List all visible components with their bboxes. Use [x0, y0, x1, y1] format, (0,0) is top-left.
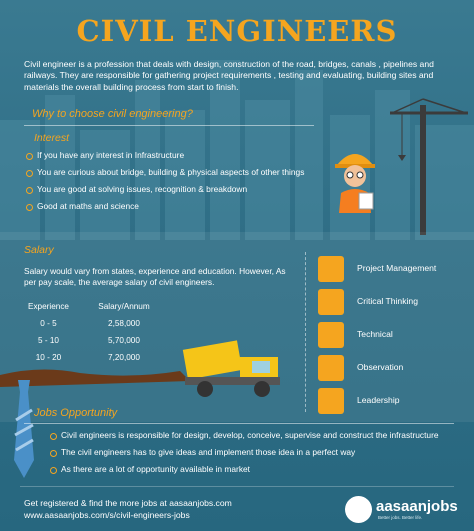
footer-link[interactable]: www.aasaanjobs.com/s/civil-engineers-jobs [24, 510, 190, 520]
crane-illustration [380, 95, 470, 235]
jobs-heading: Jobs Opportunity [34, 407, 118, 419]
footer [24, 497, 232, 521]
logo-mark-icon [345, 496, 372, 523]
list-item: If you have any interest in Infrastructure [26, 147, 304, 164]
people-icon [318, 388, 344, 414]
table-row [28, 315, 179, 332]
jobs-list [50, 427, 439, 478]
list-item: As there are a lot of opportunity available in market [50, 461, 439, 478]
salary-cell: 5,70,000 [108, 336, 140, 345]
salary-heading: Salary [24, 244, 54, 256]
skill-project-management: Project Management [318, 256, 468, 282]
skill-technical: Technical [318, 322, 468, 348]
dump-truck-illustration [0, 335, 300, 415]
page-title: CIVIL ENGINEERS [76, 14, 398, 48]
interest-list [26, 147, 304, 215]
interest-heading: Interest [34, 132, 70, 144]
tie-illustration [10, 380, 38, 480]
engineer-illustration [325, 143, 385, 213]
presentation-icon [318, 256, 344, 282]
why-heading: Why to choose civil engineering? [32, 108, 193, 120]
skill-leadership: Leadership [318, 388, 468, 414]
jobs-divider [24, 423, 454, 424]
eye-icon [318, 355, 344, 381]
list-item: You are curious about bridge, building & physical aspects of other things [26, 164, 304, 181]
intro-paragraph: Civil engineer is a profession that deals with design, construction of the road, bridges, canals , pipelines and railways. They are responsible for gathering project requirements , testing and evaluating, building sites and materials the overall building process from start to finish. [24, 59, 434, 92]
list-item: You are good at solving issues, recognition & breakdown [26, 181, 304, 198]
footer-line: Get registered & find the more jobs at aasaanjobs.com [24, 498, 232, 508]
list-item: The civil engineers has to give ideas and implement those idea in a perfect way [50, 444, 439, 461]
head-gears-icon [318, 289, 344, 315]
salary-cell: 7,20,000 [108, 353, 140, 362]
table-header-row [28, 298, 179, 315]
experience-header: Experience [28, 302, 69, 311]
list-item: Civil engineers is responsible for design, develop, conceive, supervise and construct the infrastructure [50, 427, 439, 444]
experience-cell: 0 - 5 [40, 319, 57, 328]
experience-cell: 10 - 20 [35, 353, 62, 362]
skill-critical-thinking: Critical Thinking [318, 289, 468, 315]
aasaanjobs-logo: aasaanjobs Better jobs. Better life. [345, 496, 465, 524]
experience-cell: 5 - 10 [38, 336, 59, 345]
salary-description: Salary would vary from states, experience and education. However, As per pay scale, the average salary of civil engineers. [24, 266, 286, 288]
salary-header: Salary/Annum [98, 302, 150, 311]
toolbox-icon [318, 322, 344, 348]
skill-observation: Observation [318, 355, 468, 381]
footer-divider [20, 486, 454, 487]
why-divider [24, 125, 314, 126]
salary-cell: 2,58,000 [108, 319, 140, 328]
skills-divider [305, 252, 306, 412]
list-item: Good at maths and science [26, 198, 304, 215]
